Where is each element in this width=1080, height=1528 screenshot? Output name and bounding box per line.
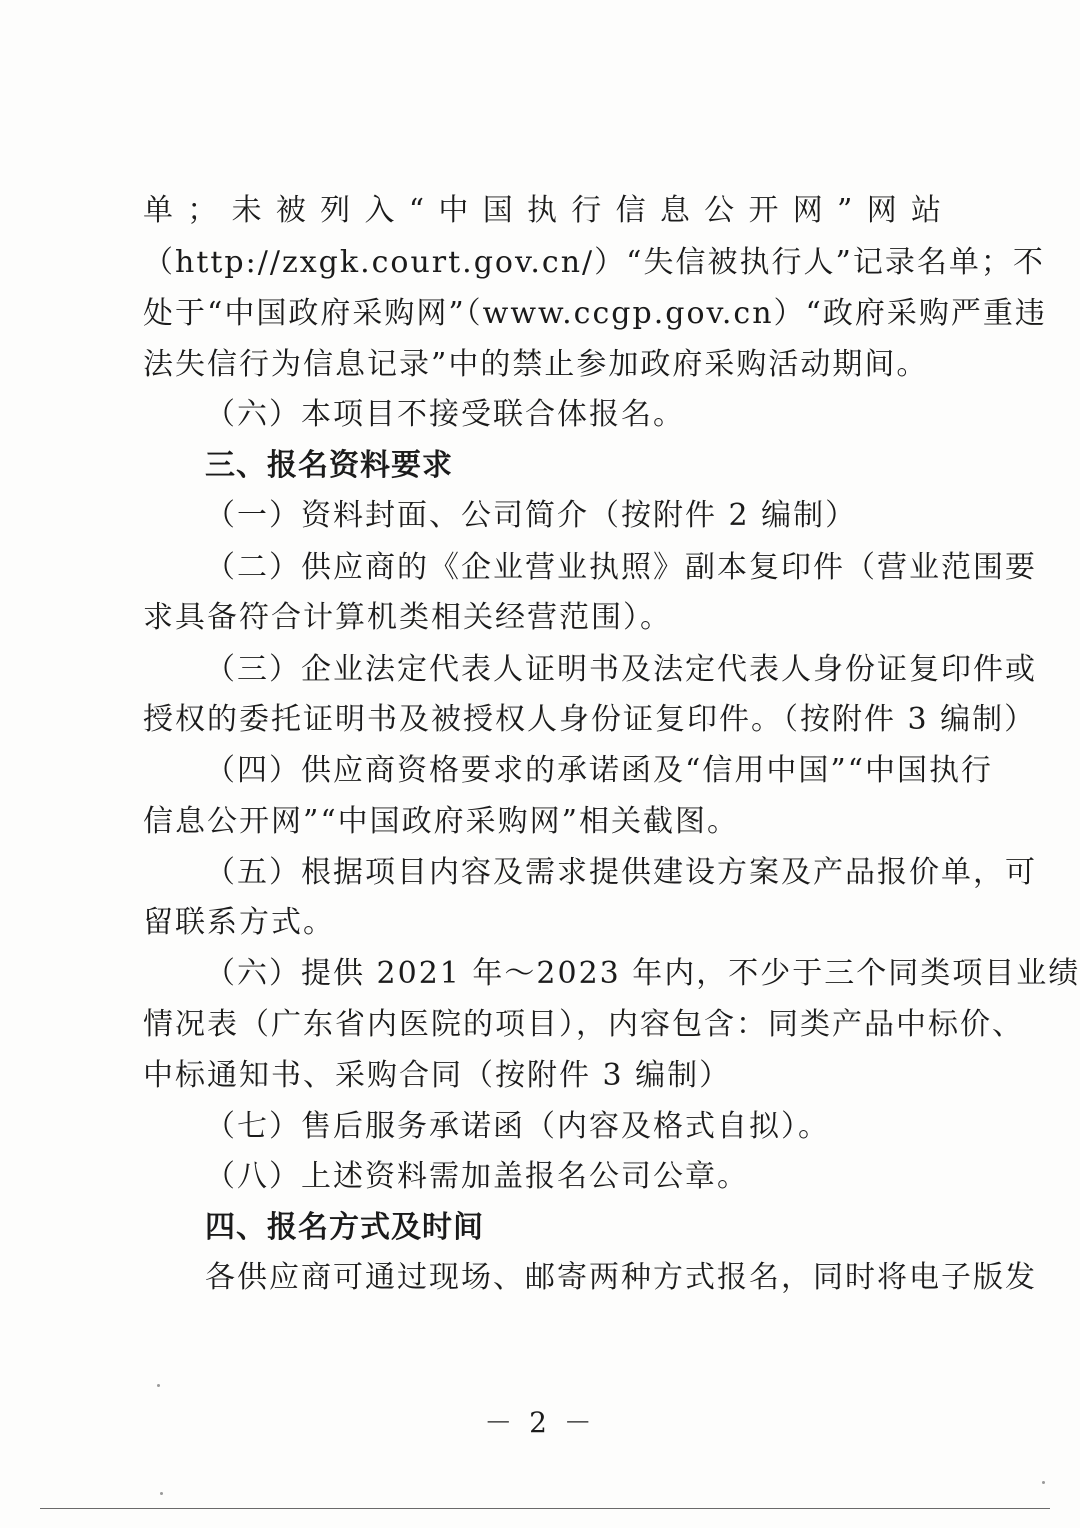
text-line-14: （五）根据项目内容及需求提供建设方案及产品报价单，可 <box>205 855 1037 890</box>
section-heading-4: 四、报名方式及时间 <box>205 1210 484 1245</box>
text-line-8: （二）供应商的《企业营业执照》副本复印件（营业范围要 <box>205 550 1037 585</box>
text-line-17: 情况表（广东省内医院的项目），内容包含：同类产品中标价、 <box>143 1007 1024 1042</box>
text-line-10: （三）企业法定代表人证明书及法定代表人身份证复印件或 <box>205 652 1037 687</box>
text-line-5: （六）本项目不接受联合体报名。 <box>205 397 685 432</box>
text-line-18: 中标通知书、采购合同（按附件 3 编制） <box>143 1058 732 1093</box>
scan-speck <box>157 1384 160 1387</box>
text-line-13: 信息公开网”“中国政府采购网”相关截图。 <box>143 804 740 839</box>
text-line-2: （http://zxgk.court.gov.cn/）“失信被执行人”记录名单；不 <box>143 245 1045 280</box>
scan-speck <box>160 1492 163 1495</box>
text-line-16: （六）提供 2021 年～2023 年内，不少于三个同类项目业绩 <box>205 956 1080 991</box>
text-line-12: （四）供应商资格要求的承诺函及“信用中国”“中国执行 <box>205 753 994 788</box>
text-line-7: （一）资料封面、公司简介（按附件 2 编制） <box>205 498 858 533</box>
text-line-20: （八）上述资料需加盖报名公司公章。 <box>205 1159 749 1194</box>
text-line-1: 单；未被列入“中国执行信息公开网”网站 <box>143 193 943 228</box>
text-line-22: 各供应商可通过现场、邮寄两种方式报名，同时将电子版发 <box>205 1260 1037 1295</box>
page-number: － 2 － <box>484 1406 596 1439</box>
text-line-9: 求具备符合计算机类相关经营范围）。 <box>143 600 672 635</box>
text-line-4: 法失信行为信息记录”中的禁止参加政府采购活动期间。 <box>143 347 929 382</box>
bottom-border-line <box>40 1508 1050 1509</box>
section-heading-3: 三、报名资料要求 <box>205 448 453 483</box>
text-line-11: 授权的委托证明书及被授权人身份证复印件。（按附件 3 编制） <box>143 702 1037 737</box>
text-line-19: （七）售后服务承诺函（内容及格式自拟）。 <box>205 1109 830 1144</box>
text-line-15: 留联系方式。 <box>143 905 335 940</box>
text-line-3: 处于“中国政府采购网”（www.ccgp.gov.cn）“政府采购严重违 <box>143 296 1047 331</box>
scan-speck <box>1042 1481 1045 1484</box>
